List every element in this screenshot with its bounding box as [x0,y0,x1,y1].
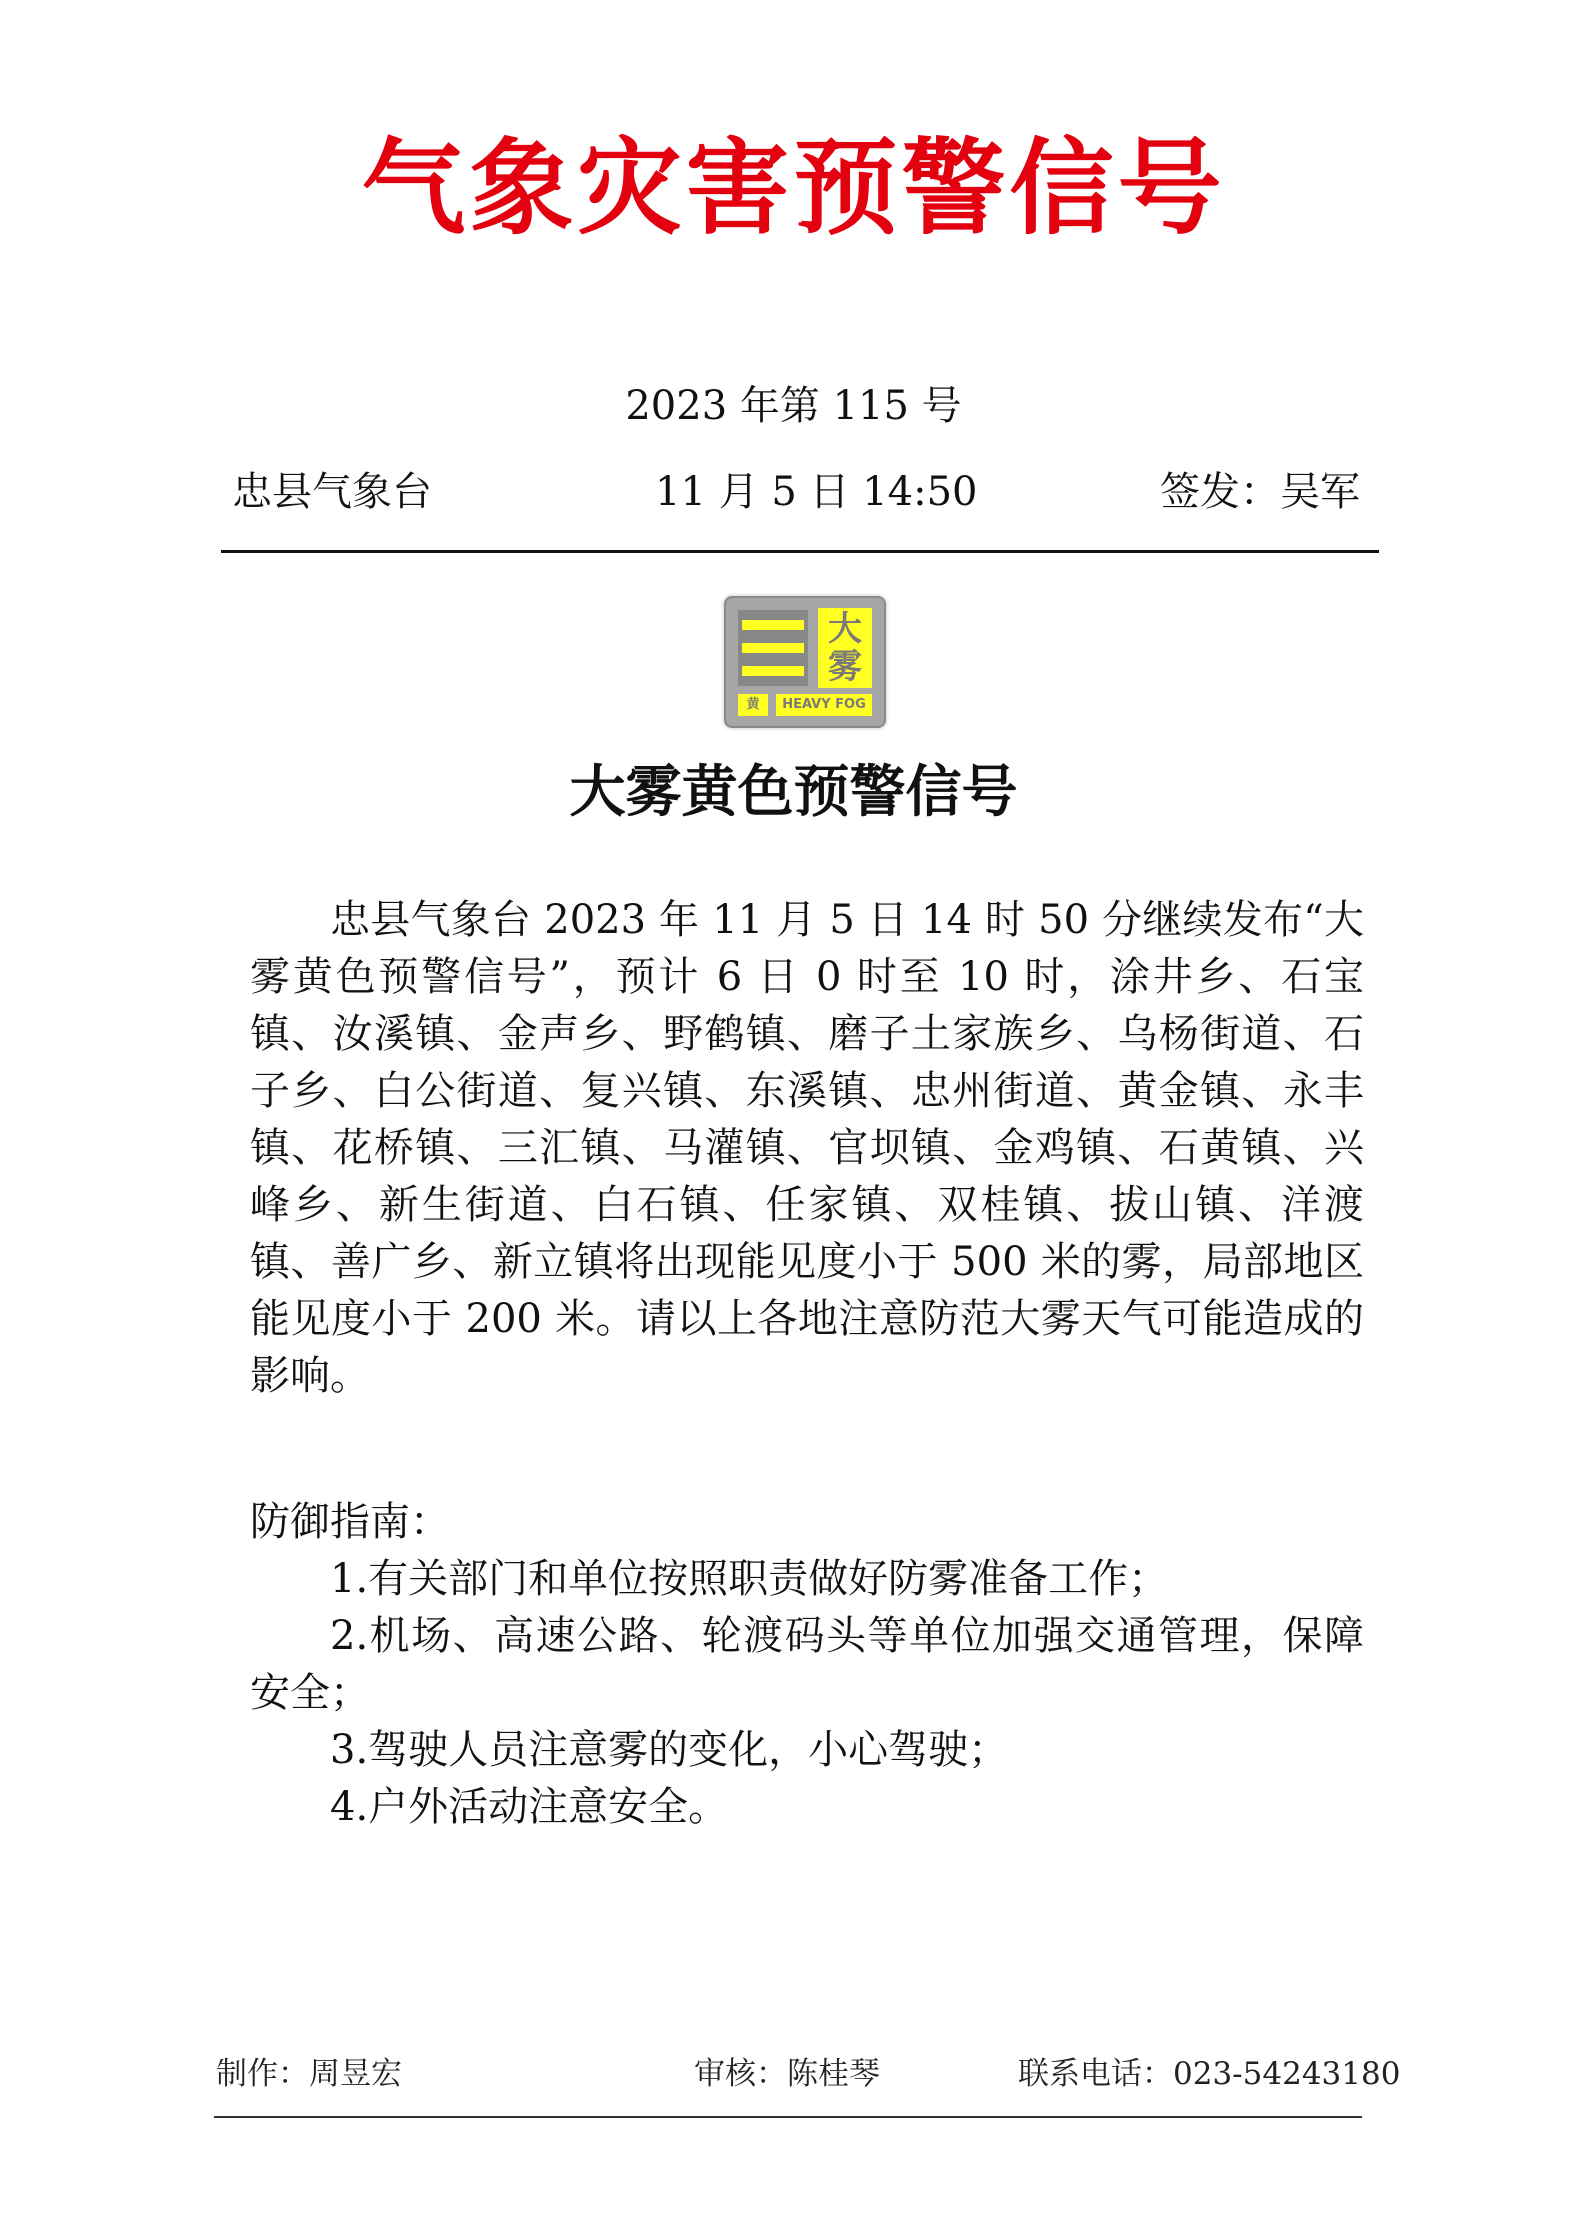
issue-datetime: 11 月 5 日 14:50 [655,469,978,515]
badge-char: 雾 [828,647,862,687]
header-divider [221,550,1379,553]
fog-foot-right: HEAVY FOG [776,694,872,716]
fog-foot-left: 黄 [738,694,768,716]
issue-number: 2023 年第 115 号 [625,383,962,429]
main-title: 气象灾害预警信号 [361,126,1226,249]
guide-item: 1.有关部门和单位按照职责做好防雾准备工作； [330,1556,1169,1602]
fog-badge [818,608,872,688]
guide-item: 4.户外活动注意安全。 [330,1784,729,1830]
footer-reviewer: 审核：陈桂琴 [694,2056,880,2092]
signer: 签发：吴军 [1160,469,1360,515]
fog-bar [742,643,804,653]
fog-bars-icon [738,610,808,686]
footer-divider [214,2116,1362,2118]
heavy-fog-yellow-icon [724,596,886,728]
signal-title: 大雾黄色预警信号 [569,759,1018,825]
guide-section [250,1494,1364,1836]
footer-producer: 制作：周昱宏 [216,2056,402,2092]
footer-phone: 联系电话：023-54243180 [1018,2056,1401,2092]
badge-char: 大 [828,609,862,649]
issuer-name: 忠县气象台 [232,469,432,515]
guide-item: 2.机场、高速公路、轮渡码头等单位加强交通管理，保障安全； [250,1613,1364,1716]
body-paragraph: 忠县气象台 2023 年 11 月 5 日 14 时 50 分继续发布“大雾黄色预警信号”，预计 6 日 0 时至 10 时，涂井乡、石宝镇、汝溪镇、金声乡、野鹤镇、磨子土家族乡、乌杨街道、石子乡、白公街道、复兴镇、东溪镇、忠州街道、黄金镇、永丰镇、花桥镇、三汇镇、马灌镇、官坝镇、金鸡镇、石黄镇、兴峰乡、新生街道、白石镇、任家镇、双桂镇、拔山镇、洋渡镇、善广乡、新立镇将出现能见度小于 500 米的雾，局部地区能见度小于 200 米。请以上各地注意防范大雾天气可能造成的影响。 [250,897,1364,1399]
fog-bar [742,620,804,630]
fog-bar [742,666,804,676]
guide-item: 3.驾驶人员注意雾的变化，小心驾驶； [330,1727,1009,1773]
guide-heading: 防御指南： [250,1499,450,1545]
